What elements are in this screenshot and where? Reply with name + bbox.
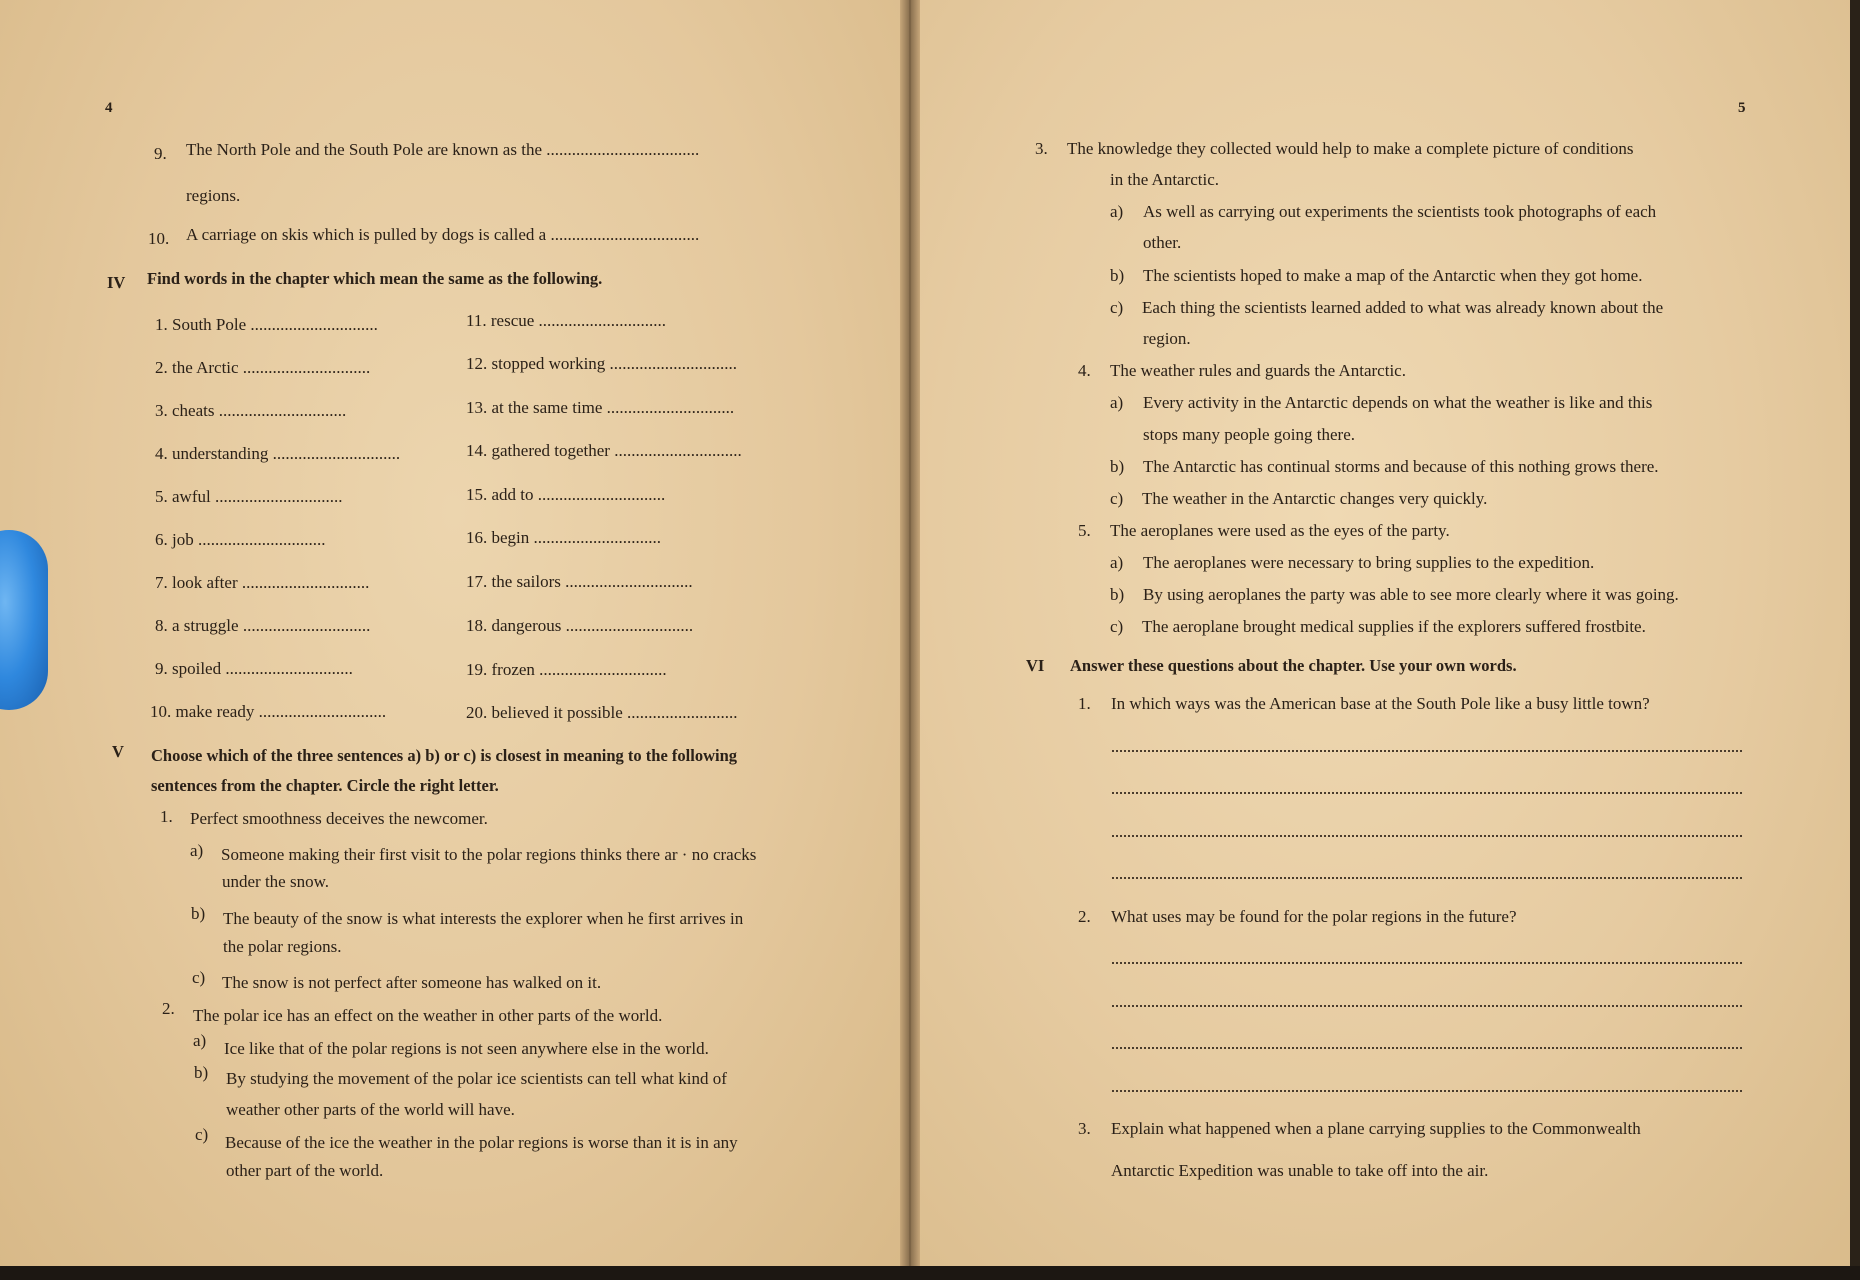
option-label: c) bbox=[195, 1125, 209, 1144]
word-item: 2. the Arctic .............................. bbox=[155, 358, 371, 377]
option-label: a) bbox=[190, 841, 204, 860]
option-label: b) bbox=[1110, 585, 1125, 604]
word-item: 1. South Pole .............................. bbox=[155, 315, 378, 334]
word-item: 8. a struggle .............................. bbox=[155, 616, 371, 635]
answer-line[interactable] bbox=[1112, 1047, 1742, 1049]
answer-line[interactable] bbox=[1112, 835, 1742, 837]
word-item: 11. rescue .............................. bbox=[466, 311, 667, 330]
option-text: The Antarctic has continual storms and because of this nothing grows there. bbox=[1143, 457, 1659, 476]
option-text: Every activity in the Antarctic depends on what the weather is like and this bbox=[1143, 393, 1653, 412]
word-item: 20. believed it possible .......................... bbox=[466, 703, 738, 722]
option-text: The aeroplane brought medical supplies if the explorers suffered frostbite. bbox=[1142, 617, 1646, 636]
right-page bbox=[912, 0, 1850, 1278]
question-text-continued: Antarctic Expedition was unable to take off into the air. bbox=[1111, 1161, 1489, 1180]
option-label: b) bbox=[191, 904, 206, 923]
option-text: The beauty of the snow is what interests the explorer when he first arrives in bbox=[223, 909, 744, 928]
option-text-continued: the polar regions. bbox=[223, 937, 342, 956]
option-label: c) bbox=[1110, 298, 1124, 317]
answer-line[interactable] bbox=[1112, 1005, 1742, 1007]
question-text: The polar ice has an effect on the weather in other parts of the world. bbox=[193, 1006, 663, 1025]
background-edge bbox=[0, 1266, 1860, 1280]
question-text: What uses may be found for the polar regions in the future? bbox=[1111, 907, 1517, 926]
option-label: a) bbox=[1110, 393, 1124, 412]
question-number: 5. bbox=[1078, 521, 1091, 540]
option-label: b) bbox=[194, 1063, 209, 1082]
question-number: 1. bbox=[160, 807, 173, 826]
question-number: 10. bbox=[148, 229, 170, 248]
question-number: 9. bbox=[154, 144, 167, 163]
question-number: 2. bbox=[1078, 907, 1091, 926]
question-text: Explain what happened when a plane carrying supplies to the Commonwealth bbox=[1111, 1119, 1641, 1138]
option-text-continued: under the snow. bbox=[222, 872, 330, 891]
word-item: 18. dangerous .............................. bbox=[466, 616, 694, 635]
question-text: The weather rules and guards the Antarctic. bbox=[1110, 361, 1406, 380]
word-item: 7. look after .............................. bbox=[155, 573, 370, 592]
section-heading-continued: sentences from the chapter. Circle the right letter. bbox=[151, 776, 499, 795]
page-number: 4 bbox=[105, 100, 113, 116]
word-item: 17. the sailors .............................. bbox=[466, 572, 693, 591]
option-label: c) bbox=[1110, 489, 1124, 508]
section-number: IV bbox=[107, 273, 126, 292]
question-text: Perfect smoothness deceives the newcomer. bbox=[190, 809, 488, 828]
question-text: The North Pole and the South Pole are known as the .................................... bbox=[186, 140, 700, 159]
option-label: b) bbox=[1110, 457, 1125, 476]
option-text: By using aeroplanes the party was able to see more clearly where it was going. bbox=[1143, 585, 1679, 604]
question-number: 3. bbox=[1078, 1119, 1091, 1138]
question-text: The aeroplanes were used as the eyes of the party. bbox=[1110, 521, 1450, 540]
option-text: The weather in the Antarctic changes very quickly. bbox=[1142, 489, 1488, 508]
option-text: Someone making their first visit to the polar regions thinks there ar · no cracks bbox=[221, 845, 757, 864]
question-number: 1. bbox=[1078, 694, 1091, 713]
question-text: A carriage on skis which is pulled by dogs is called a ................................... bbox=[186, 225, 700, 244]
question-text: In which ways was the American base at the South Pole like a busy little town? bbox=[1111, 694, 1650, 713]
option-label: a) bbox=[1110, 553, 1124, 572]
answer-line[interactable] bbox=[1112, 877, 1742, 879]
left-page bbox=[0, 0, 910, 1278]
option-text: Each thing the scientists learned added to what was already known about the bbox=[1142, 298, 1664, 317]
word-item: 15. add to .............................. bbox=[466, 485, 666, 504]
answer-line[interactable] bbox=[1112, 962, 1742, 964]
word-item: 10. make ready .............................. bbox=[150, 702, 387, 721]
answer-line[interactable] bbox=[1112, 1090, 1742, 1092]
option-label: b) bbox=[1110, 266, 1125, 285]
question-text-continued: in the Antarctic. bbox=[1110, 170, 1220, 189]
word-item: 19. frozen .............................. bbox=[466, 660, 667, 679]
thumb-finger bbox=[0, 530, 48, 710]
question-number: 3. bbox=[1035, 139, 1048, 158]
question-text-continued: regions. bbox=[186, 186, 241, 205]
word-item: 16. begin .............................. bbox=[466, 528, 662, 547]
option-text-continued: stops many people going there. bbox=[1143, 425, 1355, 444]
section-number: VI bbox=[1026, 656, 1045, 675]
option-label: a) bbox=[193, 1031, 207, 1050]
word-item: 14. gathered together .............................. bbox=[466, 441, 742, 460]
page-edge bbox=[1850, 0, 1860, 1280]
option-label: c) bbox=[192, 968, 206, 987]
book-spine bbox=[900, 0, 920, 1280]
question-number: 2. bbox=[162, 999, 175, 1018]
option-text-continued: weather other parts of the world will have. bbox=[226, 1100, 515, 1119]
word-item: 4. understanding .............................. bbox=[155, 444, 401, 463]
word-item: 6. job .............................. bbox=[155, 530, 326, 549]
option-text: As well as carrying out experiments the scientists took photographs of each bbox=[1143, 202, 1657, 221]
option-text: Ice like that of the polar regions is not seen anywhere else in the world. bbox=[224, 1039, 709, 1058]
option-text-continued: region. bbox=[1143, 329, 1191, 348]
option-text-continued: other. bbox=[1143, 233, 1182, 252]
page-number: 5 bbox=[1738, 100, 1746, 116]
word-item: 12. stopped working .............................. bbox=[466, 354, 738, 373]
word-item: 5. awful .............................. bbox=[155, 487, 343, 506]
section-heading: Find words in the chapter which mean the same as the following. bbox=[147, 269, 603, 288]
option-text: By studying the movement of the polar ice scientists can tell what kind of bbox=[226, 1069, 727, 1088]
word-item: 3. cheats .............................. bbox=[155, 401, 347, 420]
option-text: The scientists hoped to make a map of the Antarctic when they got home. bbox=[1143, 266, 1643, 285]
question-text: The knowledge they collected would help to make a complete picture of conditions bbox=[1067, 139, 1634, 158]
section-heading: Choose which of the three sentences a) b) or c) is closest in meaning to the following bbox=[151, 746, 738, 765]
section-heading: Answer these questions about the chapter. Use your own words. bbox=[1070, 656, 1517, 675]
option-text-continued: other part of the world. bbox=[226, 1161, 384, 1180]
option-text: Because of the ice the weather in the polar regions is worse than it is in any bbox=[225, 1133, 738, 1152]
option-label: c) bbox=[1110, 617, 1124, 636]
answer-line[interactable] bbox=[1112, 750, 1742, 752]
option-label: a) bbox=[1110, 202, 1124, 221]
word-item: 9. spoiled .............................. bbox=[155, 659, 353, 678]
option-text: The snow is not perfect after someone has walked on it. bbox=[222, 973, 602, 992]
question-number: 4. bbox=[1078, 361, 1091, 380]
answer-line[interactable] bbox=[1112, 792, 1742, 794]
word-item: 13. at the same time .............................. bbox=[466, 398, 735, 417]
option-text: The aeroplanes were necessary to bring supplies to the expedition. bbox=[1143, 553, 1595, 572]
section-number: V bbox=[112, 742, 124, 761]
